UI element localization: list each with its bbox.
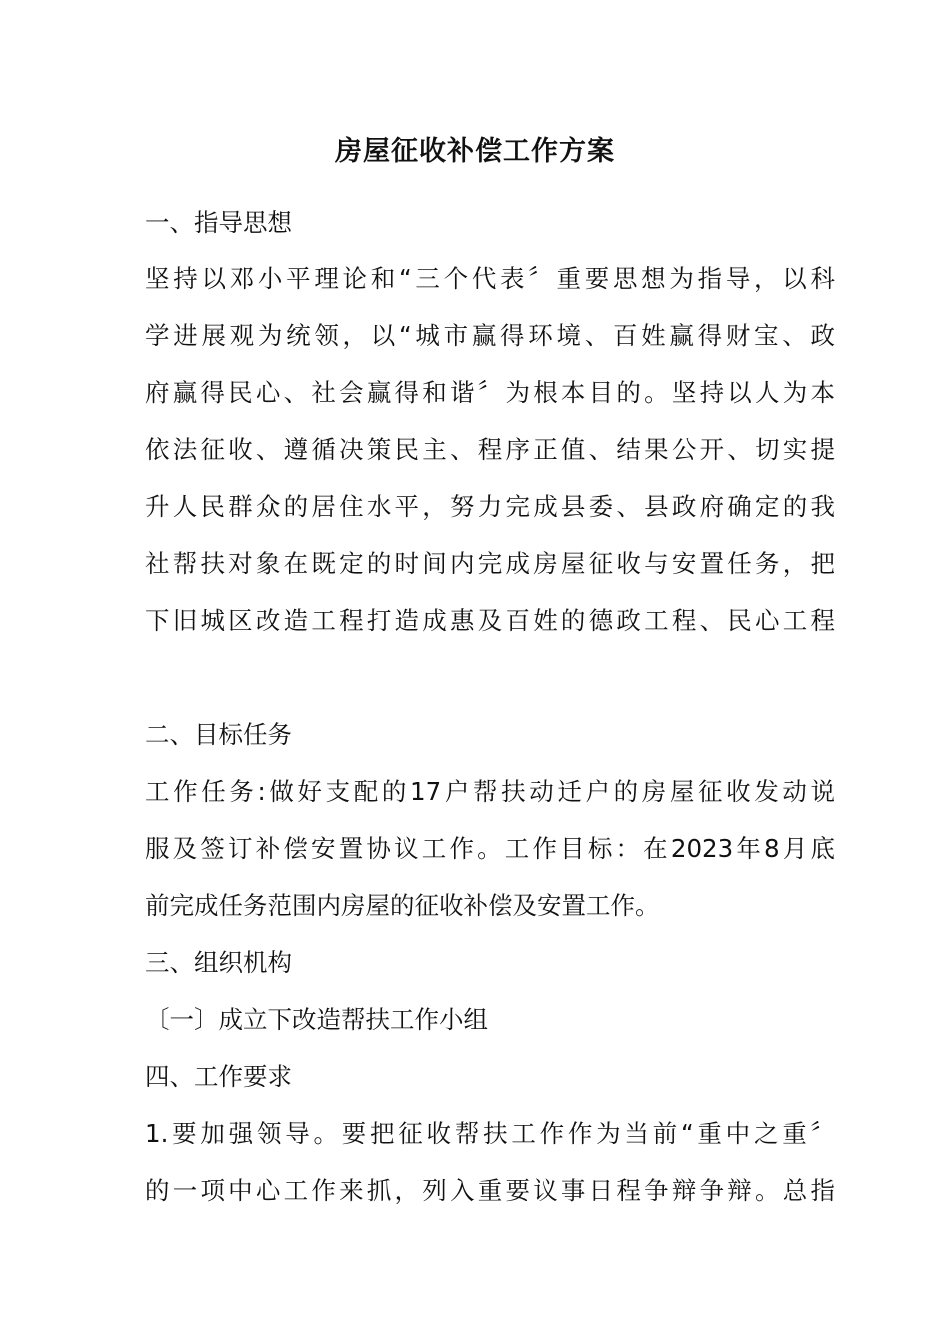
section-heading-3: 三、组织机构 bbox=[145, 948, 292, 977]
paragraph-line: 坚持以邓小平理论和“三个代表〞重要思想为指导，以科 bbox=[145, 264, 835, 293]
paragraph-line: 下旧城区改造工程打造成惠及百姓的德政工程、民心工程 bbox=[145, 606, 835, 635]
paragraph-line: 工作任务:做好支配的17户帮扶动迁户的房屋征收发动说 bbox=[145, 777, 835, 806]
paragraph-line: 1.要加强领导。要把征收帮扶工作作为当前“重中之重〞 bbox=[145, 1119, 835, 1148]
section-heading-1: 一、指导思想 bbox=[145, 208, 292, 237]
paragraph-line: 前完成任务范围内房屋的征收补偿及安置工作。 bbox=[145, 891, 660, 920]
paragraph-line: 依法征收、遵循决策民主、程序正值、结果公开、切实提 bbox=[145, 435, 835, 464]
section-heading-2: 二、目标任务 bbox=[145, 720, 292, 749]
paragraph-line: 服及签订补偿安置协议工作。工作目标：在2023年8月底 bbox=[145, 834, 835, 863]
subsection-heading: 〔一〕成立下改造帮扶工作小组 bbox=[145, 1005, 488, 1034]
section-heading-4: 四、工作要求 bbox=[145, 1062, 292, 1091]
paragraph-line: 升人民群众的居住水平，努力完成县委、县政府确定的我 bbox=[145, 492, 835, 521]
paragraph-line: 社帮扶对象在既定的时间内完成房屋征收与安置任务，把 bbox=[145, 549, 835, 578]
paragraph-line: 府赢得民心、社会赢得和谐〞为根本目的。坚持以人为本 bbox=[145, 378, 835, 407]
document-title: 房屋征收补偿工作方案 bbox=[335, 136, 615, 167]
paragraph-line: 学进展观为统领，以“城市赢得环境、百姓赢得财宝、政 bbox=[145, 321, 835, 350]
paragraph-line: 的一项中心工作来抓，列入重要议事日程争辩争辩。总指 bbox=[145, 1176, 835, 1205]
